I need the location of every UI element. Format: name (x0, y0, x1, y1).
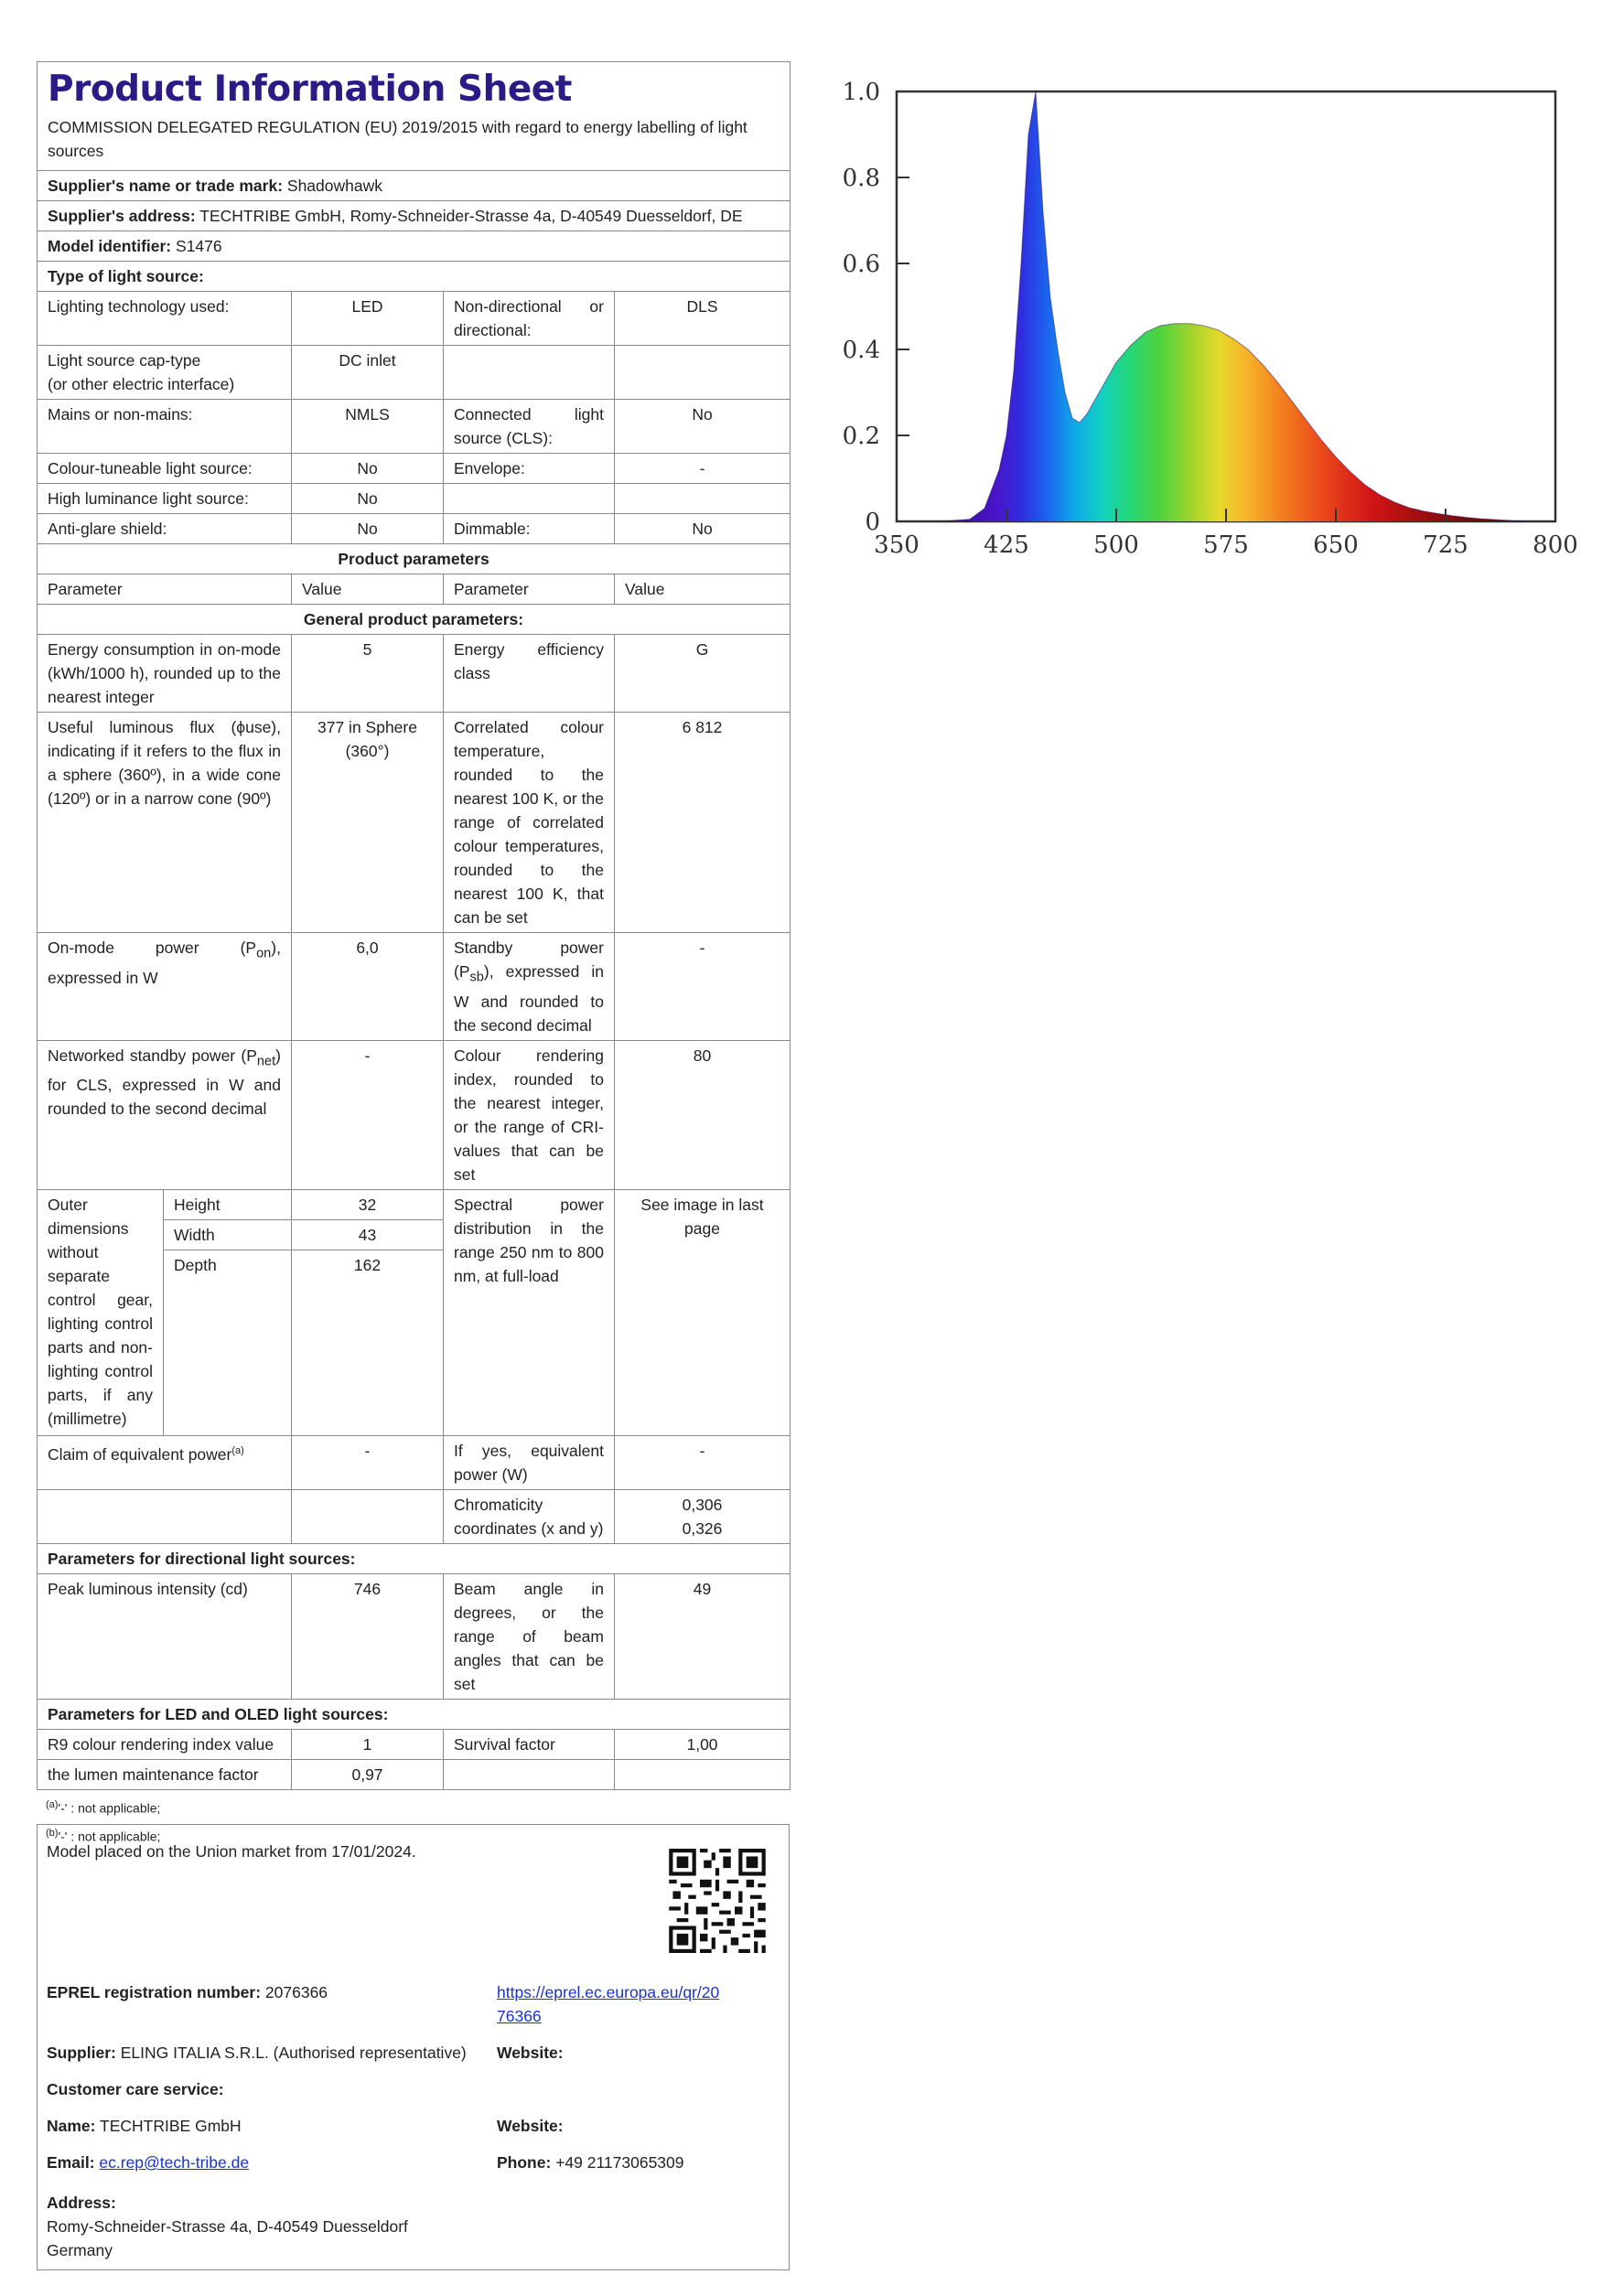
width-label: Width (164, 1219, 292, 1250)
eprel-number-row (47, 1980, 328, 2004)
care-address-line-1: Romy-Schneider-Strasse 4a, D-40549 Duesseldorf (47, 2217, 408, 2236)
column-header-parameter: Parameter (444, 574, 615, 605)
outer-dimensions-label: Outer dimensions without separate control gear, lighting control parts and non-lighting control parts, if any (millimetre) (38, 1189, 164, 1435)
x-tick-label: 575 (1203, 531, 1249, 559)
type-of-light-source-heading: Type of light source: (38, 262, 790, 292)
survival-factor-value: 1,00 (615, 1729, 790, 1759)
colour-rendering-label: Colour rendering index, rounded to the nearest integer, or the range of CRI-values that can be set (444, 1040, 615, 1189)
empty-cell (444, 484, 615, 514)
empty-cell (615, 1759, 790, 1789)
cap-type-label-line-1: Light source cap-type (48, 351, 201, 370)
anti-glare-value: No (292, 514, 444, 544)
energy-consumption-value: 5 (292, 635, 444, 713)
supplier-address-row (38, 201, 790, 231)
care-email-row (47, 2151, 249, 2174)
x-tick-label: 725 (1423, 531, 1468, 559)
qr-code-icon[interactable] (669, 1849, 766, 1953)
colour-tuneable-value: No (292, 454, 444, 484)
height-label: Height (164, 1189, 292, 1219)
care-email-label: Email: (47, 2153, 95, 2172)
supplier-address-value: TECHTRIBE GmbH, Romy-Schneider-Strasse 4a, D-40549 Duesseldorf, DE (199, 207, 743, 225)
column-header-value: Value (615, 574, 790, 605)
luminous-flux-value: 377 in Sphere (360°) (292, 713, 444, 933)
x-tick-label: 350 (874, 531, 920, 559)
care-email-link[interactable]: ec.rep@tech-tribe.de (99, 2153, 250, 2172)
eprel-number-label: EPREL registration number: (47, 1983, 262, 2001)
eprel-link-line-1[interactable]: https://eprel.ec.europa.eu/qr/20 (497, 1983, 720, 2001)
x-tick-label: 425 (984, 531, 1029, 559)
care-phone-row (497, 2151, 684, 2174)
eprel-link[interactable] (497, 1980, 719, 2028)
peak-intensity-value: 746 (292, 1573, 444, 1699)
chromaticity-label: Chromaticity coordinates (x and y) (444, 1489, 615, 1543)
care-name-label: Name: (47, 2117, 96, 2135)
footnote-b-mark: (b) (46, 1828, 59, 1840)
spectral-distribution-value: See image in last page (615, 1189, 790, 1435)
lighting-technology-value: LED (292, 292, 444, 346)
chromaticity-value (615, 1489, 790, 1543)
energy-class-value: G (615, 635, 790, 713)
column-header-value: Value (292, 574, 444, 605)
dimmable-value: No (615, 514, 790, 544)
anti-glare-label: Anti-glare shield: (38, 514, 292, 544)
empty-cell (38, 1489, 292, 1543)
cap-type-label (38, 346, 292, 400)
depth-label: Depth (164, 1250, 292, 1435)
colour-temperature-value: 6 812 (615, 713, 790, 933)
standby-power-label-text-end: ), expressed in W and rounded to the second decimal (454, 962, 604, 1035)
beam-angle-value: 49 (615, 1573, 790, 1699)
chromaticity-x: 0,306 (682, 1495, 723, 1514)
on-mode-power-label (38, 933, 292, 1041)
dimmable-label: Dimmable: (444, 514, 615, 544)
supplier-name-value: Shadowhawk (286, 177, 383, 195)
supplier-name-label: Supplier's name or trade mark: (48, 177, 284, 195)
footnote-a (46, 1792, 790, 1821)
product-parameters-heading: Product parameters (38, 544, 790, 574)
empty-cell (615, 346, 790, 400)
r9-label: R9 colour rendering index value (38, 1729, 292, 1759)
care-name-value: TECHTRIBE GmbH (100, 2117, 242, 2135)
cls-value: No (615, 400, 790, 454)
care-name-row (47, 2114, 242, 2138)
width-value: 43 (292, 1219, 444, 1250)
empty-cell (615, 484, 790, 514)
energy-consumption-label: Energy consumption in on-mode (kWh/1000 h), rounded up to the nearest integer (38, 635, 292, 713)
equivalent-power-claim-text: Claim of equivalent power (48, 1444, 232, 1464)
networked-standby-label-text-end: ) for CLS, expressed in W and rounded to the second decimal (48, 1046, 281, 1118)
led-parameters-heading: Parameters for LED and OLED light sources: (38, 1699, 790, 1729)
r9-value: 1 (292, 1729, 444, 1759)
regulation-subtitle: COMMISSION DELEGATED REGULATION (EU) 2019/2015 with regard to energy labelling of light sources (48, 118, 747, 160)
standby-power-subscript: sb (469, 970, 484, 985)
on-mode-power-label-text: On-mode power (P (48, 939, 257, 957)
lumen-maintenance-value: 0,97 (292, 1759, 444, 1789)
networked-standby-label-text: Networked standby power (P (48, 1046, 257, 1065)
spectral-distribution-label: Spectral power distribution in the range 250 nm to 800 nm, at full-load (444, 1189, 615, 1435)
supplier-label: Supplier: (47, 2044, 116, 2062)
mains-label: Mains or non-mains: (38, 400, 292, 454)
market-placement-text: Model placed on the Union market from 17/01/2024. (47, 1842, 416, 1861)
empty-cell (444, 1759, 615, 1789)
cap-type-value: DC inlet (292, 346, 444, 400)
equivalent-power-claim-value: - (292, 1435, 444, 1489)
eprel-link-line-2[interactable]: 76366 (497, 2007, 542, 2025)
supplier-row (47, 2041, 467, 2065)
colour-tuneable-label: Colour-tuneable light source: (38, 454, 292, 484)
supplier-address-label: Supplier's address: (48, 207, 196, 225)
standby-power-label (444, 933, 615, 1041)
customer-care-label: Customer care service: (47, 2080, 224, 2098)
lighting-technology-label: Lighting technology used: (38, 292, 292, 346)
on-mode-power-value: 6,0 (292, 933, 444, 1041)
directional-parameters-heading: Parameters for directional light sources: (38, 1543, 790, 1573)
care-address-block (47, 2191, 408, 2262)
survival-factor-label: Survival factor (444, 1729, 615, 1759)
equivalent-power-claim-label (38, 1435, 292, 1489)
networked-standby-label (38, 1040, 292, 1189)
height-value: 32 (292, 1189, 444, 1219)
care-website-label: Website: (497, 2117, 564, 2135)
high-luminance-label: High luminance light source: (38, 484, 292, 514)
x-tick-label: 650 (1313, 531, 1359, 559)
on-mode-power-label-text-end: ), expressed in W (48, 939, 281, 987)
standby-power-value: - (615, 933, 790, 1041)
y-tick-label: 0 (865, 509, 880, 536)
colour-rendering-value: 80 (615, 1040, 790, 1189)
model-identifier-row (38, 231, 790, 262)
registration-box (37, 1824, 790, 2270)
directional-label: Non-directional or directional: (444, 292, 615, 346)
standby-power-label-text: Standby power (P (454, 939, 604, 981)
luminous-flux-label: Useful luminous flux (ϕuse), indicating if it refers to the flux in a sphere (360º), in a wide cone (120º) or in a narrow cone (90º) (38, 713, 292, 933)
cap-type-label-line-2: (or other electric interface) (48, 375, 235, 393)
networked-standby-value: - (292, 1040, 444, 1189)
model-identifier-label: Model identifier: (48, 237, 172, 255)
directional-value: DLS (615, 292, 790, 346)
header-cell (38, 62, 790, 171)
eprel-number-value: 2076366 (264, 1983, 328, 2001)
y-tick-label: 0.6 (842, 251, 880, 278)
x-tick-label: 800 (1533, 531, 1578, 559)
care-address-line-2: Germany (47, 2241, 113, 2259)
lumen-maintenance-label: the lumen maintenance factor (38, 1759, 292, 1789)
equivalent-power-label: If yes, equivalent power (W) (444, 1435, 615, 1489)
spectral-power-chart (842, 71, 1583, 565)
product-information-sheet (37, 61, 790, 1850)
product-info-table (37, 61, 790, 1790)
footnote-a-marker: (a) (231, 1444, 244, 1456)
y-tick-label: 0.4 (842, 337, 880, 364)
y-tick-label: 0.8 (842, 165, 880, 192)
mains-value: NMLS (292, 400, 444, 454)
y-tick-label: 0.2 (842, 423, 880, 450)
care-phone-value: +49 21173065309 (555, 2153, 684, 2172)
chromaticity-y: 0,326 (682, 1518, 723, 1538)
page-title: Product Information Sheet (48, 69, 572, 110)
envelope-value: - (615, 454, 790, 484)
supplier-name-row (38, 171, 790, 201)
care-address-label: Address: (47, 2194, 116, 2212)
general-parameters-heading: General product parameters: (38, 605, 790, 635)
care-phone-label: Phone: (497, 2153, 552, 2172)
column-header-parameter: Parameter (38, 574, 292, 605)
on-mode-power-subscript: on (256, 946, 272, 961)
envelope-label: Envelope: (444, 454, 615, 484)
footnote-b-text: '-' : not applicable; (58, 1829, 161, 1844)
footnote-a-text: '-' : not applicable; (58, 1800, 161, 1816)
colour-temperature-label: Correlated colour temperature, rounded to the nearest 100 K, or the range of correlated colour temperatures, rounded to the nearest 100 K, that can be set (444, 713, 615, 933)
high-luminance-value: No (292, 484, 444, 514)
y-tick-label: 1.0 (842, 79, 880, 106)
website-label: Website: (497, 2044, 564, 2062)
empty-cell (444, 346, 615, 400)
cls-label: Connected light source (CLS): (444, 400, 615, 454)
footnote-a-mark: (a) (46, 1798, 59, 1810)
supplier-value: ELING ITALIA S.R.L. (Authorised representative) (120, 2044, 467, 2062)
energy-class-label: Energy efficiency class (444, 635, 615, 713)
peak-intensity-label: Peak luminous intensity (cd) (38, 1573, 292, 1699)
equivalent-power-value: - (615, 1435, 790, 1489)
networked-standby-subscript: net (256, 1054, 276, 1068)
empty-cell (292, 1489, 444, 1543)
x-tick-label: 500 (1093, 531, 1139, 559)
depth-value: 162 (292, 1250, 444, 1435)
beam-angle-label: Beam angle in degrees, or the range of beam angles that can be set (444, 1573, 615, 1699)
model-identifier-value: S1476 (176, 237, 222, 255)
